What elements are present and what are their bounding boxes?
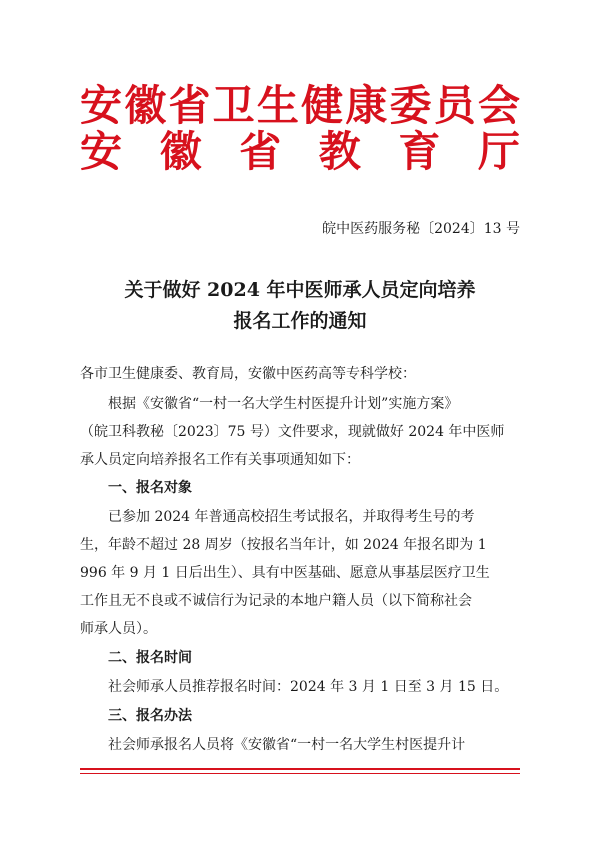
- issuer-char: 员: [433, 81, 476, 130]
- issuer-char: 省: [239, 127, 282, 176]
- document-title-line-2: 报名工作的通知: [233, 310, 367, 332]
- issuer-char: 康: [345, 81, 388, 130]
- issuer-char: 徽: [159, 127, 202, 176]
- intro-line: （皖卫科教秘〔2023〕75 号）文件要求，现就做好 2024 年中医师: [80, 424, 505, 440]
- paragraph-line: 已参加 2024 年普通高校招生考试报名，并取得考生号的考: [108, 509, 475, 525]
- section-heading-eligibility: 一、报名对象: [108, 480, 192, 496]
- issuer-char: 安: [80, 81, 123, 130]
- paragraph-line: 生，年龄不超过 28 周岁（按报名当年计，如 2024 年报名即为 1: [80, 537, 487, 553]
- issuer-char: 健: [301, 81, 344, 130]
- issuer-anhui-education-department: [80, 128, 520, 176]
- issuer-char: 委: [389, 81, 432, 130]
- paragraph-line: 996 年 9 月 1 日后出生）、具有中医基础、愿意从事基层医疗卫生: [80, 565, 490, 581]
- issuer-char: 厅: [477, 127, 520, 176]
- intro-line: 承人员定向培养报名工作有关事项通知如下：: [80, 452, 360, 468]
- addressee: 各市卫生健康委、教育局，安徽中医药高等专科学校：: [80, 366, 416, 382]
- issuer-char: 徽: [124, 81, 167, 130]
- document-title-line-1: 关于做好 2024 年中医师承人员定向培养: [124, 279, 476, 301]
- section-heading-time: 二、报名时间: [108, 650, 192, 666]
- issuer-char: 育: [398, 127, 441, 176]
- issuer-anhui-health-commission: [80, 82, 520, 130]
- document-number: 皖中医药服务秘〔2024〕13 号: [322, 221, 520, 237]
- issuer-char: 教: [318, 127, 361, 176]
- footer-rule-thin: [80, 773, 520, 774]
- section-heading-method: 三、报名办法: [108, 708, 192, 724]
- paragraph-line: 社会师承报名人员将《安徽省“一村一名大学生村医提升计: [108, 737, 466, 753]
- issuer-char: 省: [168, 81, 211, 130]
- issuer-char: 生: [256, 81, 299, 130]
- paragraph-line: 师承人员）。: [80, 621, 157, 637]
- issuer-char: 会: [477, 81, 520, 130]
- paragraph-line: 社会师承人员推荐报名时间：2024 年 3 月 1 日至 3 月 15 日。: [108, 679, 509, 695]
- issuer-char: 安: [80, 127, 123, 176]
- footer-rule: [80, 768, 520, 770]
- paragraph-line: 工作且无不良或不诚信行为记录的本地户籍人员（以下简称社会: [80, 593, 472, 609]
- issuer-char: 卫: [212, 81, 255, 130]
- intro-line: 根据《安徽省“一村一名大学生村医提升计划”实施方案》: [108, 396, 459, 412]
